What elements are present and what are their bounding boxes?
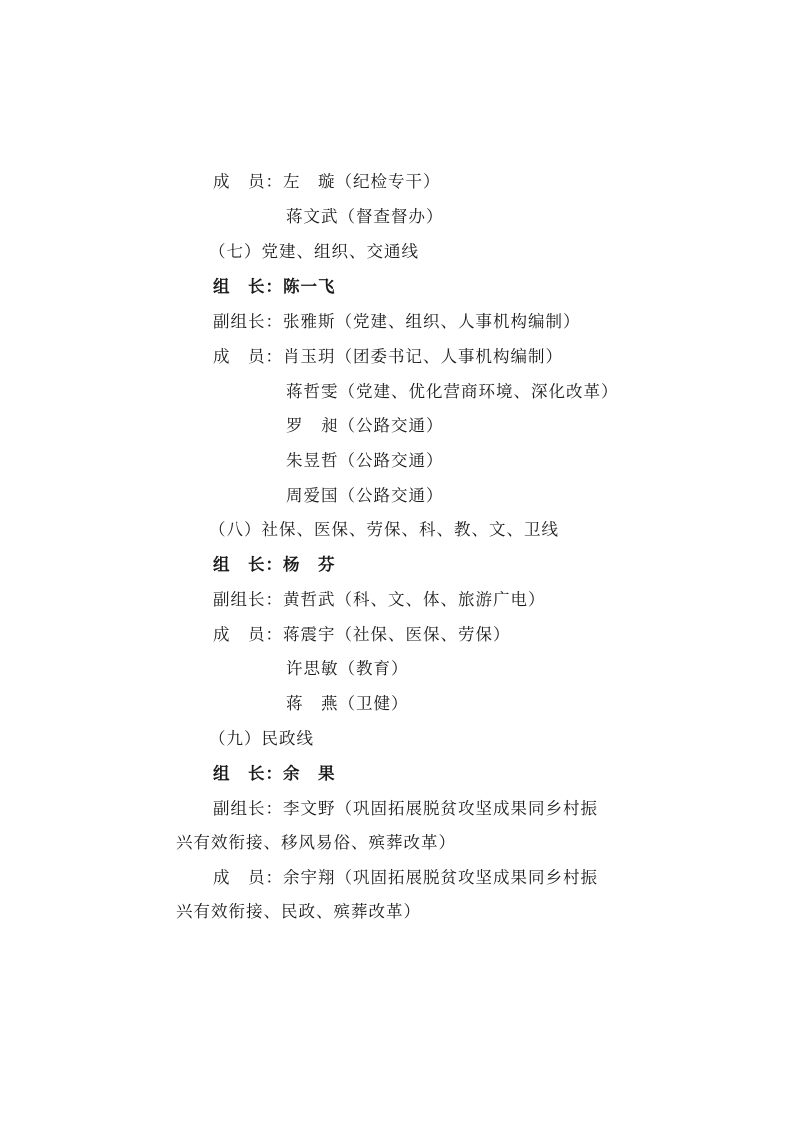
group-leader-9: 组 长：余 果	[213, 764, 336, 783]
member-line-yu-yuxiang: 成 员：余宇翔（巩固拓展脱贫攻坚成果同乡村振	[213, 868, 598, 887]
section-heading-7: （七）党建、组织、交通线	[209, 242, 419, 261]
member-line-xiao-yuyue: 成 员：肖玉玥（团委书记、人事机构编制）	[213, 347, 563, 366]
group-leader-7: 组 长：陈一飞	[213, 277, 336, 296]
member-line-jiang-zhewen: 蒋哲雯（党建、优化营商环境、深化改革）	[286, 382, 619, 401]
member-line-jiang-yan: 蒋 燕（卫健）	[286, 694, 409, 713]
member-line-jiang-wenwu: 蒋文武（督查督办）	[286, 207, 444, 226]
deputy-leader-7: 副组长：张雅斯（党建、组织、人事机构编制）	[213, 312, 581, 331]
section-heading-9: （九）民政线	[209, 729, 314, 748]
member-line-xu-simin: 许思敏（教育）	[286, 659, 409, 678]
member-line-yu-yuxiang-continued: 兴有效衔接、民政、殡葬改革）	[176, 902, 421, 921]
member-line-jiang-zhenyu: 成 员：蒋震宇（社保、医保、劳保）	[213, 625, 511, 644]
member-line-zhu-yuzhe: 朱昱哲（公路交通）	[286, 451, 444, 470]
deputy-leader-9-continued: 兴有效衔接、移风易俗、殡葬改革）	[176, 833, 456, 852]
member-line-zuo-xuan: 成 员：左 璇（纪检专干）	[213, 172, 441, 191]
group-leader-8: 组 长：杨 芬	[213, 555, 336, 574]
section-heading-8: （八）社保、医保、劳保、科、教、文、卫线	[209, 520, 559, 539]
member-line-luo-chang: 罗 昶（公路交通）	[286, 416, 444, 435]
deputy-leader-9: 副组长：李文野（巩固拓展脱贫攻坚成果同乡村振	[213, 799, 598, 818]
member-line-zhou-aiguo: 周爱国（公路交通）	[286, 486, 444, 505]
deputy-leader-8: 副组长：黄哲武（科、文、体、旅游广电）	[213, 590, 546, 609]
